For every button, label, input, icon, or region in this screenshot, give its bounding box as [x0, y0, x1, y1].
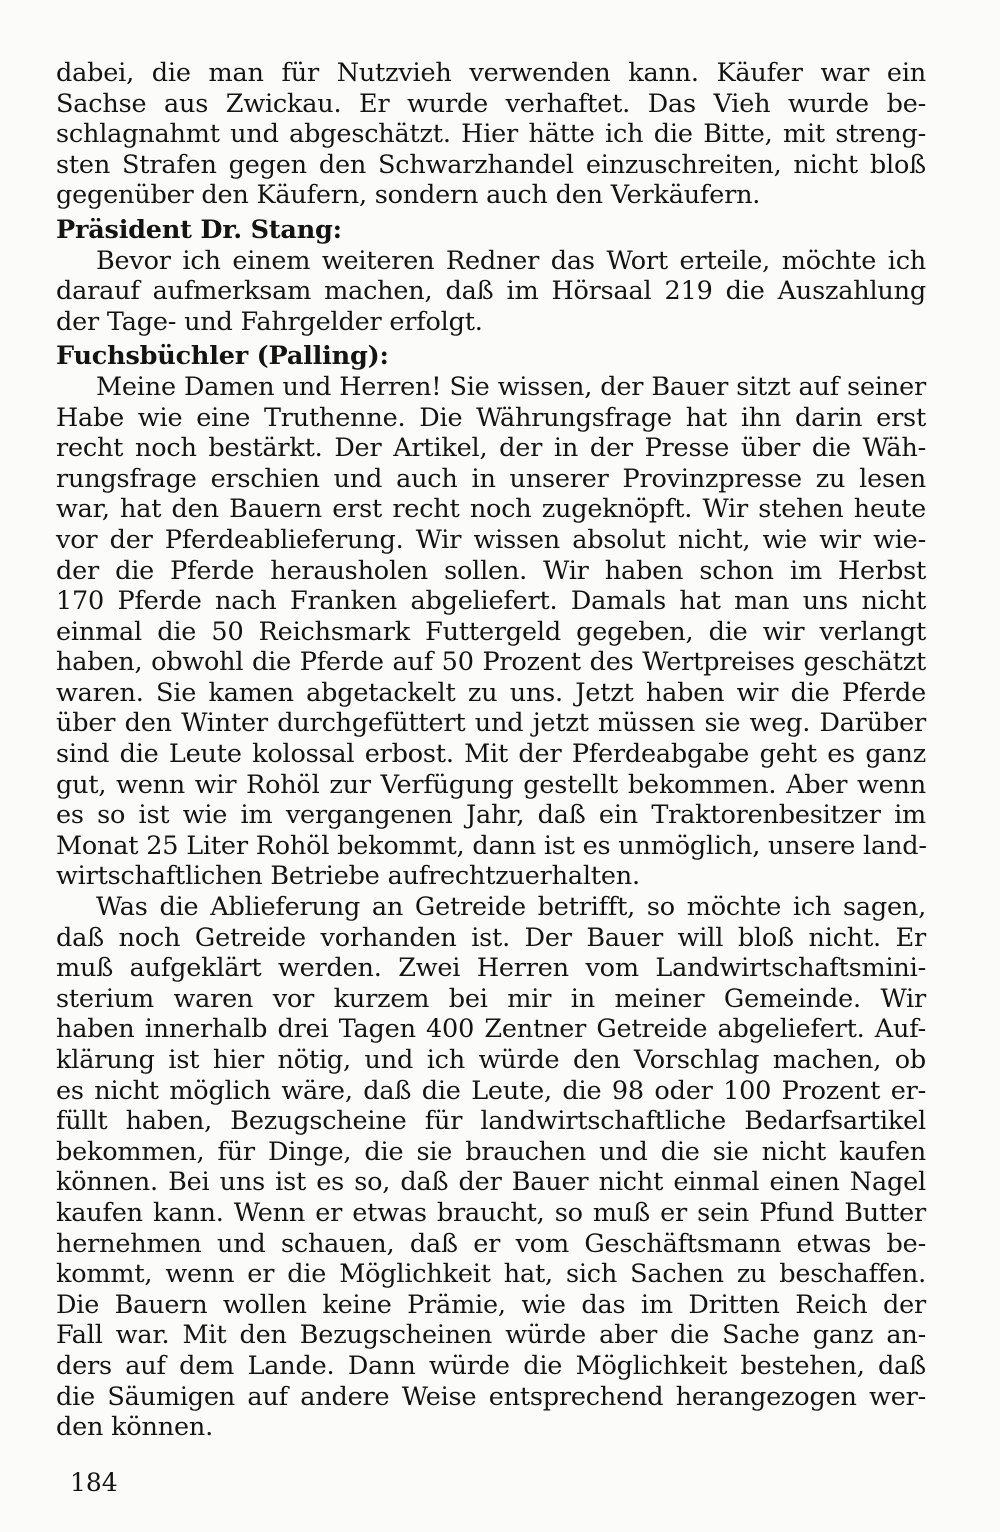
text-line: Sachse aus Zwickau. Er wurde verhaftet. Das Vieh wurde be- — [56, 88, 926, 119]
text-line: einmal die 50 Reichsmark Futtergeld gegeben, die wir verlangt — [56, 616, 926, 647]
text-line: darauf aufmerksam machen, daß im Hörsaal 219 die Auszahlung — [56, 276, 926, 307]
text-line: Fall war. Mit den Bezugscheinen würde aber die Sache ganz an- — [56, 1320, 926, 1351]
text-line: sind die Leute kolossal erbost. Mit der Pferdeabgabe geht es ganz — [56, 739, 926, 770]
text-line: Bevor ich einem weiteren Redner das Wort erteile, möchte ich — [96, 245, 926, 276]
text-line: klärung ist hier nötig, und ich würde den Vorschlag machen, ob — [56, 1045, 926, 1075]
text-line: über den Winter durchgefüttert und jetzt müssen sie weg. Darüber — [56, 708, 926, 739]
text-line: Habe wie eine Truthenne. Die Währungsfrage hat ihn darin erst — [56, 402, 926, 433]
text-line: Meine Damen und Herren! Sie wissen, der Bauer sitzt auf seiner — [96, 371, 926, 402]
page-text — [56, 58, 926, 1443]
text-line: haben, obwohl die Pferde auf 50 Prozent des Wertpreises geschätzt — [56, 647, 926, 678]
text-line: recht noch bestärkt. Der Artikel, der in der Presse über die Wäh- — [56, 433, 926, 464]
text-line: rungsfrage erschien und auch in unserer Provinzpresse zu lesen — [56, 463, 926, 494]
text-line: daß noch Getreide vorhanden ist. Der Bauer will bloß nicht. Er — [56, 922, 926, 953]
speaker-heading: Fuchsbüchler (Palling): — [56, 341, 389, 372]
text-line: muß aufgeklärt werden. Zwei Herren vom Landwirtschaftsmini- — [56, 953, 926, 984]
text-line: können. Bei uns ist es so, daß der Bauer nicht einmal einen Nagel — [56, 1167, 926, 1198]
text-line: es so ist wie im vergangenen Jahr, daß ein Traktorenbesitzer im — [56, 800, 926, 831]
text-line: wirtschaftlichen Betriebe aufrechtzuerhalten. — [56, 861, 640, 892]
text-line: hernehmen und schauen, daß er vom Geschäftsmann etwas be- — [56, 1228, 926, 1259]
text-line: 170 Pferde nach Franken abgeliefert. Damals hat man uns nicht — [56, 586, 926, 617]
speaker-heading: Präsident Dr. Stang: — [56, 214, 342, 245]
text-line: der Tage- und Fahrgelder erfolgt. — [56, 306, 483, 337]
text-line: kaufen kann. Wenn er etwas braucht, so muß er sein Pfund Butter — [56, 1197, 926, 1228]
text-line: Was die Ablieferung an Getreide betrifft, so möchte ich sagen, — [96, 892, 926, 923]
text-line: vor der Pferdeablieferung. Wir wissen absolut nicht, wie wir wie- — [56, 524, 926, 555]
text-line: Die Bauern wollen keine Prämie, wie das im Dritten Reich der — [56, 1289, 926, 1320]
text-line: dabei, die man für Nutzvieh verwenden kann. Käufer war ein — [56, 58, 926, 88]
page-number: 184 — [70, 1468, 118, 1497]
text-line: haben innerhalb drei Tagen 400 Zentner Getreide abgeliefert. Auf- — [56, 1014, 926, 1045]
text-line: bekommen, für Dinge, die sie brauchen und die sie nicht kaufen — [56, 1136, 926, 1167]
text-line: ders auf dem Lande. Dann würde die Möglichkeit bestehen, daß — [56, 1350, 926, 1381]
text-line: war, hat den Bauern erst recht noch zugeknöpft. Wir stehen heute — [56, 494, 926, 525]
text-line: kommt, wenn er die Möglichkeit hat, sich Sachen zu beschaffen. — [56, 1259, 926, 1290]
text-line: Monat 25 Liter Rohöl bekommt, dann ist es unmöglich, unsere land- — [56, 830, 927, 861]
text-line: gut, wenn wir Rohöl zur Verfügung gestellt bekommen. Aber wenn — [56, 769, 926, 800]
text-line: gegenüber den Käufern, sondern auch den Verkäufern. — [56, 180, 761, 211]
text-line: schlagnahmt und abgeschätzt. Hier hätte ich die Bitte, mit streng- — [56, 119, 926, 150]
text-line: füllt haben, Bezugscheine für landwirtschaftliche Bedarfsartikel — [56, 1106, 926, 1137]
text-line: sten Strafen gegen den Schwarzhandel einzuschreiten, nicht bloß — [56, 149, 926, 180]
text-line: die Säumigen auf andere Weise entsprechend herangezogen wer- — [56, 1381, 926, 1412]
text-line: sterium waren vor kurzem bei mir in meiner Gemeinde. Wir — [56, 983, 926, 1014]
text-line: waren. Sie kamen abgetackelt zu uns. Jetzt haben wir die Pferde — [56, 677, 926, 708]
text-line: der die Pferde herausholen sollen. Wir haben schon im Herbst — [56, 555, 926, 586]
text-line: den können. — [56, 1412, 214, 1443]
text-line: es nicht möglich wäre, daß die Leute, die 98 oder 100 Prozent er- — [56, 1075, 926, 1106]
